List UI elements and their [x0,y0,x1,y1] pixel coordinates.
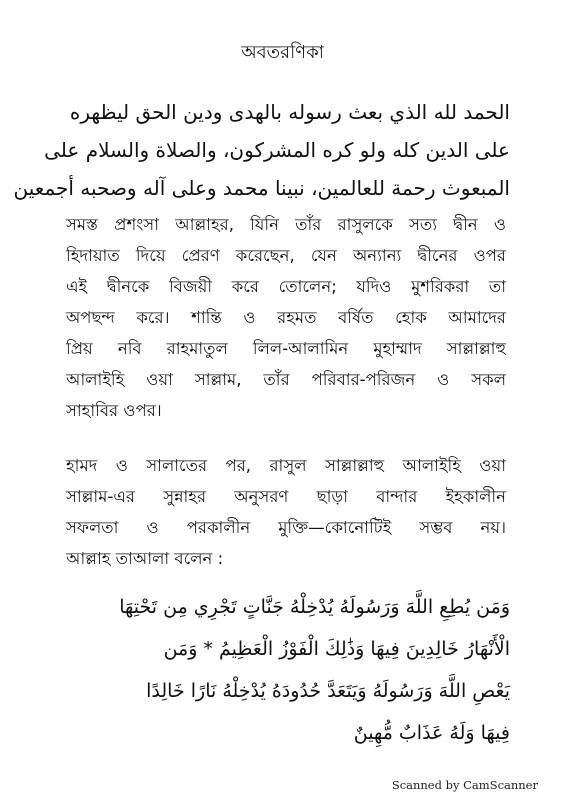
paragraph-line: সমস্ত প্রশংসা আল্লাহর, যিনি তাঁর রাসুলকে সত্য দ্বীন ও [66,215,506,234]
scanner-watermark: Scanned by CamScanner [391,778,538,792]
quran-verse-line: يَعْصِ اللَّهَ وَرَسُولَهُ وَيَتَعَدَّ حُدُودَهُ يُدْخِلْهُ نَارًا خَالِدًا [146,680,510,702]
paragraph-line: এই দ্বীনকে বিজয়ী করে তোলেন; যদিও মুশরিকরা তা [66,277,506,296]
page-title: অবতরণিকা [241,42,324,63]
bengali-paragraph-praise [66,209,506,426]
bengali-paragraph-sunnah [66,450,506,574]
quran-verse-line: وَمَن يُطِعِ اللَّهَ وَرَسُولَهُ يُدْخِلْهُ جَنَّاتٍ تَجْرِي مِن تَحْتِهَا [119,596,510,618]
arabic-intro-block [13,93,510,207]
arabic-intro-line: المبعوث رحمة للعالمين، نبينا محمد وعلى آله وصحبه أجمعين [13,176,510,200]
paragraph-line: অপছন্দ করে। শান্তি ও রহমত বর্ষিত হোক আমাদের [66,308,506,327]
quran-verse-block [70,586,510,754]
paragraph-line: আল্লাহ তাআলা বলেন : [66,549,224,568]
paragraph-line: সাহাবির ওপর। [66,401,162,420]
paragraph-line: সাল্লাম-এর সুন্নাহর অনুসরণ ছাড়া বান্দার ইহকালীন [66,487,506,506]
paragraph-line: প্রিয় নবি রাহমাতুল লিল-আলামিন মুহাম্মাদ সাল্লাল্লাহু [66,339,506,358]
paragraph-line: হিদায়াত দিয়ে প্রেরণ করেছেন, যেন অন্যান্য দ্বীনের ওপর [66,246,506,265]
paragraph-line: আলাইহি ওয়া সাল্লাম, তাঁর পরিবার-পরিজন ও সকল [66,370,506,389]
arabic-intro-line: على الدين كله ولو كره المشركون، والصلاة والسلام على [44,138,510,162]
paragraph-line: সফলতা ও পরকালীন মুক্তি—কোনোটিই সম্ভব নয়। [66,518,506,537]
quran-verse-line: الْأَنْهَارُ خَالِدِينَ فِيهَا وَذَٰلِكَ الْفَوْزُ الْعَظِيمُ * وَمَن [163,638,510,660]
arabic-intro-line: الحمد لله الذي بعث رسوله بالهدى ودين الحق ليظهره [69,100,510,124]
quran-verse-line: فِيهَا وَلَهُ عَذَابٌ مُّهِينٌ [353,722,510,744]
paragraph-line: হামদ ও সালাতের পর, রাসুল সাল্লাল্লাহু আলাইহি ওয়া [66,456,506,475]
